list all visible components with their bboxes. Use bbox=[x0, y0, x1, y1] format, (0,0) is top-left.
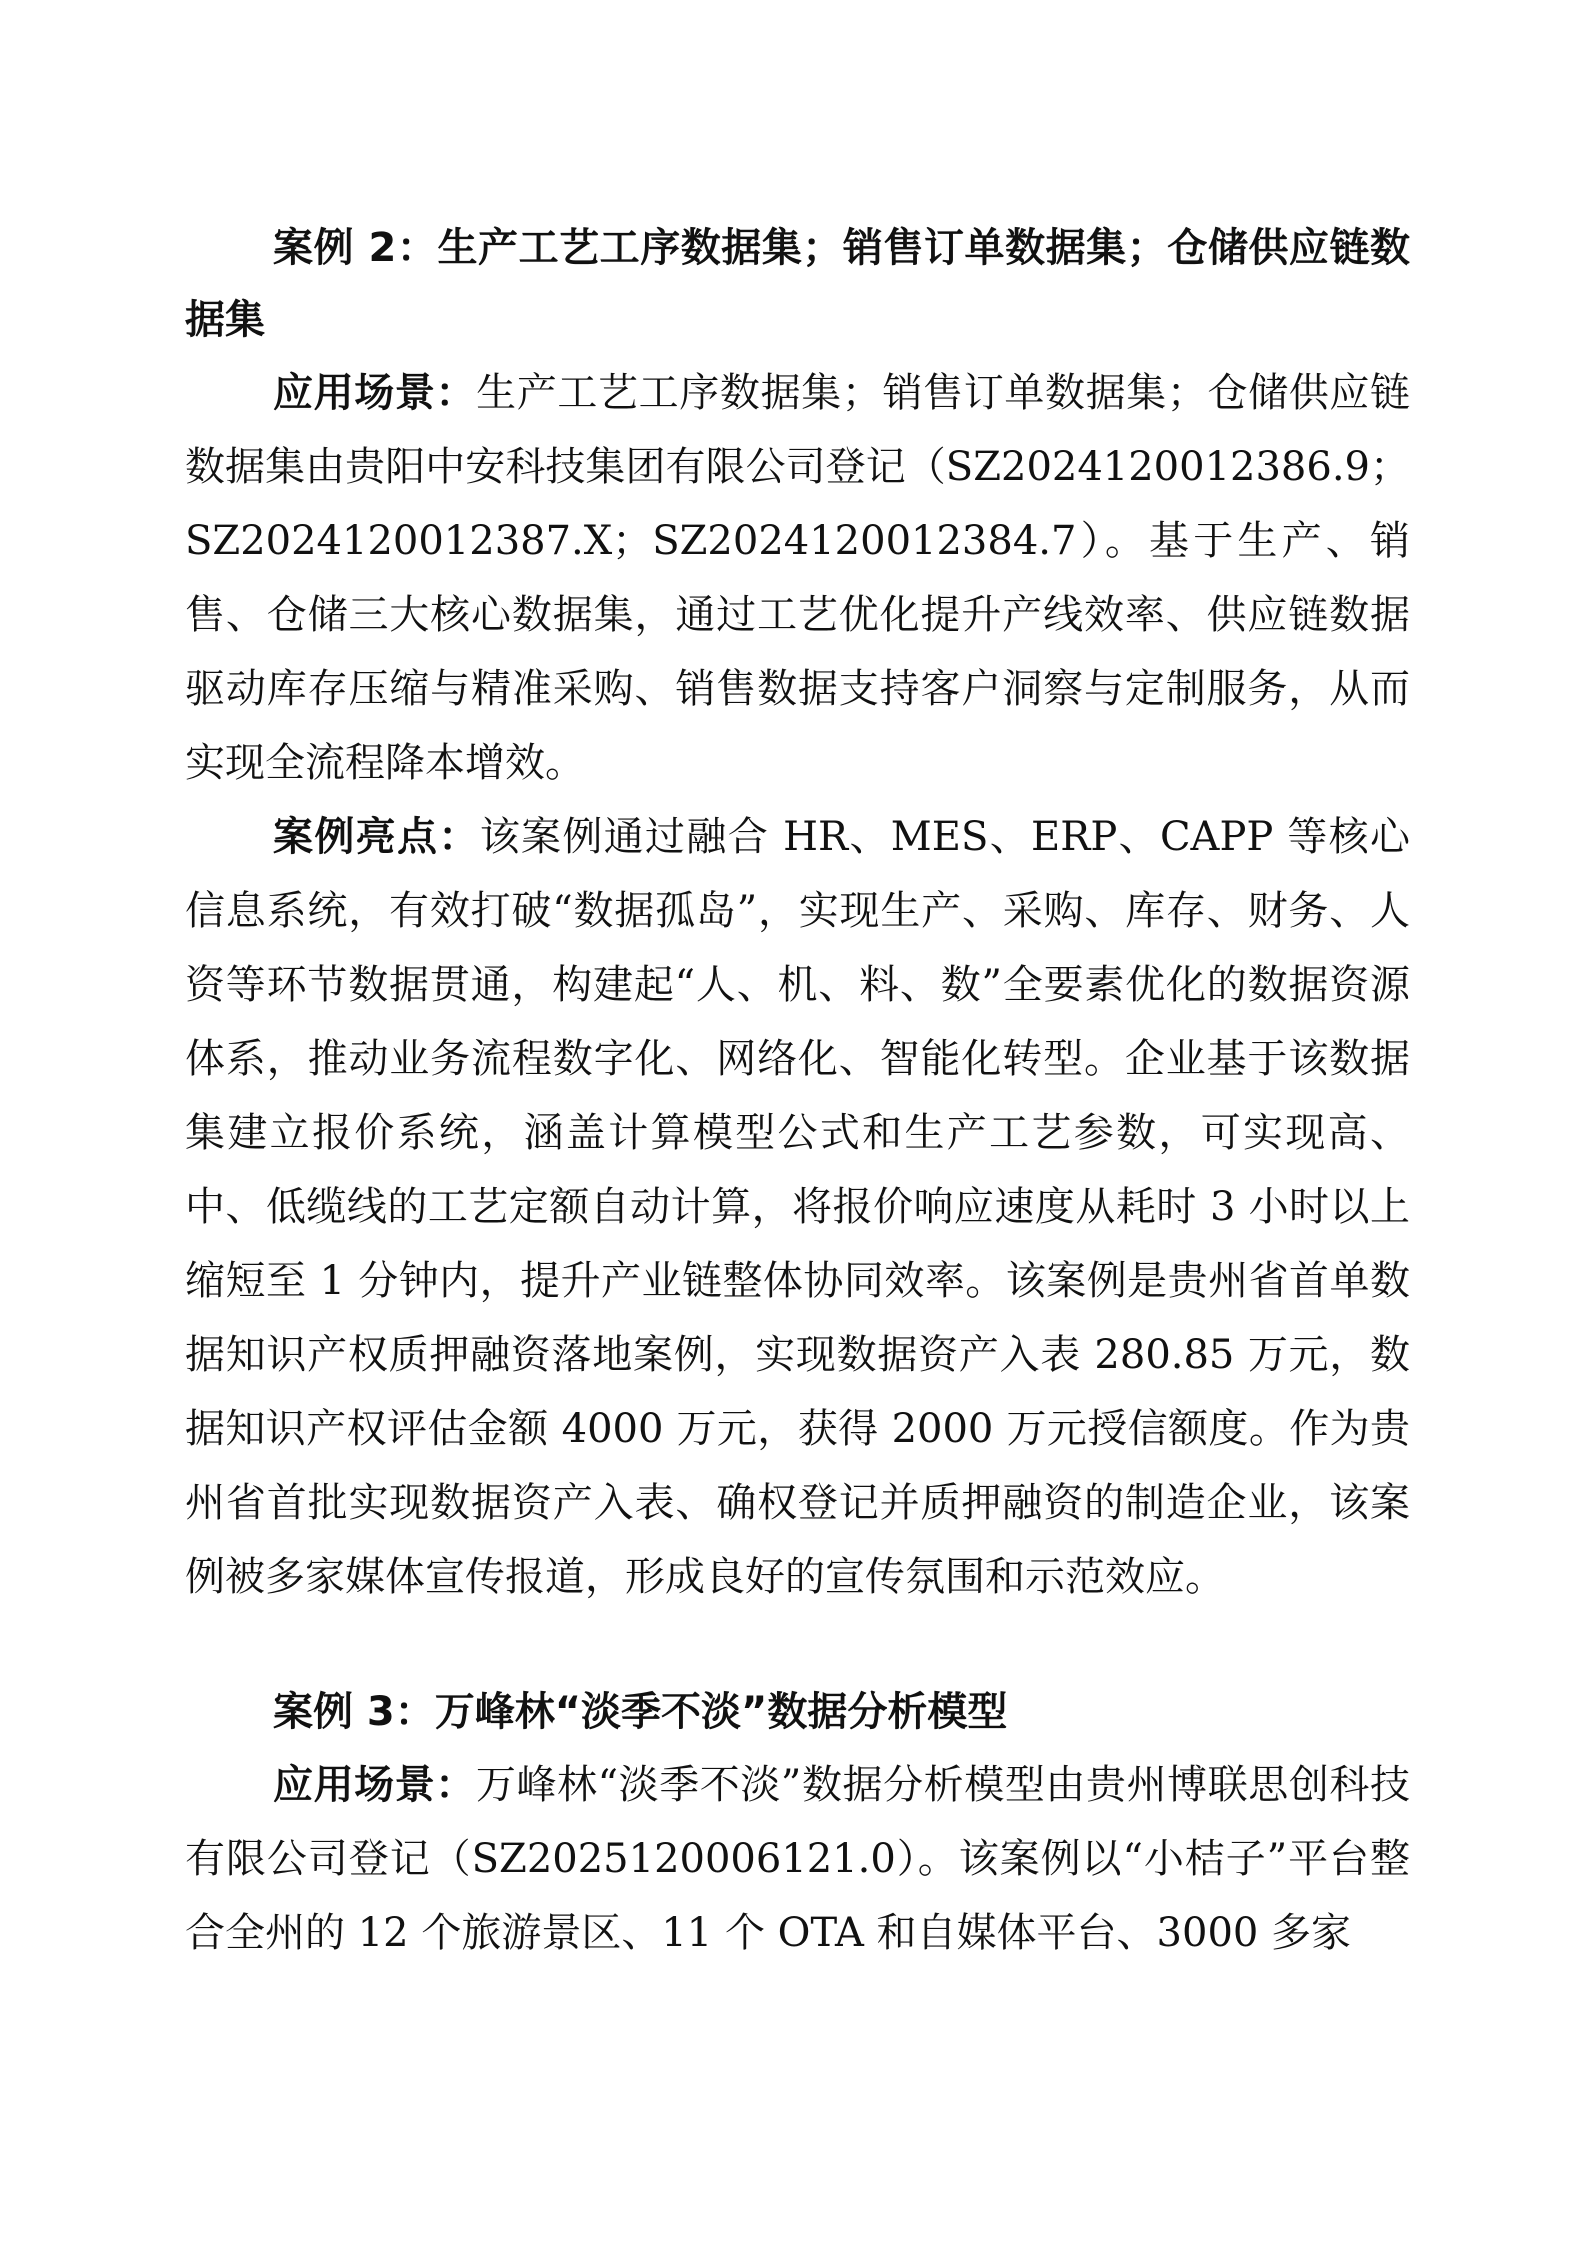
case2-highlights-text: 该案例通过融合 HR、MES、ERP、CAPP 等核心信息系统，有效打破“数据孤岛”，实现生产、采购、库存、财务、人资等环节数据贯通，构建起“人、机、料、数”全要素优化的数据资源体系，推动业务流程数字化、网络化、智能化转型。企业基于该数据集建立报价系统，涵盖计算模型公式和生产工艺参数，可实现高、中、低缆线的工艺定额自动计算，将报价响应速度从耗时 3 小时以上缩短至 1 分钟内，提升产业链整体协同效率。该案例是贵州省首单数据知识产权质押融资落地案例，实现数据资产入表 280.85 万元，数据知识产权评估金额 4000 万元，获得 2000 万元授信额度。作为贵州省首批实现数据资产入表、确权登记并质押融资的制造企业，该案例被多家媒体宣传报道，形成良好的宣传氛围和示范效应。 bbox=[185, 814, 1411, 1600]
case2-highlights-paragraph bbox=[185, 800, 1410, 1614]
case2-scenario-label: 应用场景： bbox=[273, 370, 477, 416]
document-body bbox=[185, 212, 1410, 1970]
case3-scenario-label: 应用场景： bbox=[273, 1762, 476, 1808]
case3-scenario-paragraph bbox=[185, 1748, 1410, 1970]
case3-title: 案例 3：万峰林“淡季不淡”数据分析模型 bbox=[273, 1689, 1008, 1735]
section-spacer bbox=[185, 1614, 1410, 1676]
case2-scenario-text: 生产工艺工序数据集；销售订单数据集；仓储供应链数据集由贵阳中安科技集团有限公司登记（SZ2024120012386.9；SZ2024120012387.X；SZ2024120012384.7）。基于生产、销售、仓储三大核心数据集，通过工艺优化提升产线效率、供应链数据驱动库存压缩与精准采购、销售数据支持客户洞察与定制服务，从而实现全流程降本增效。 bbox=[185, 370, 1411, 786]
case2-title: 案例 2：生产工艺工序数据集；销售订单数据集；仓储供应链数据集 bbox=[185, 225, 1410, 343]
case2-highlights-label: 案例亮点： bbox=[273, 814, 480, 860]
case3-scenario-text: 万峰林“淡季不淡”数据分析模型由贵州博联思创科技有限公司登记（SZ2025120006121.0）。该案例以“小桔子”平台整合全州的 12 个旅游景区、11 个 OTA 和自媒体平台、3000 多家 bbox=[185, 1762, 1410, 1956]
case2-scenario-paragraph bbox=[185, 356, 1410, 800]
